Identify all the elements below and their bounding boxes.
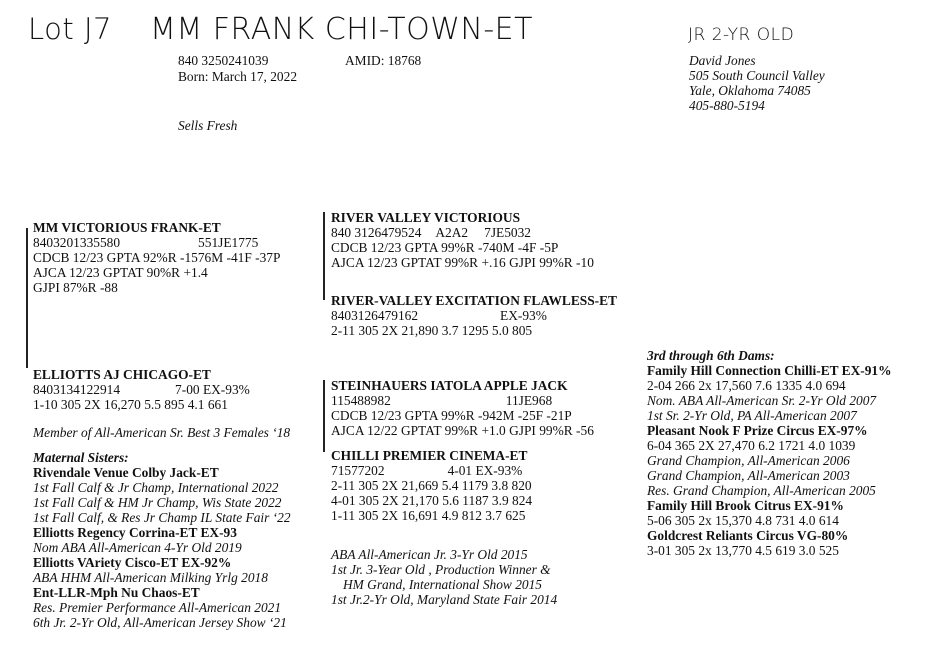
dam-4-note: Res. Grand Champion, All-American 2005: [647, 483, 876, 498]
sire-dam-record: 2-11 305 2X 21,890 3.7 1295 5.0 805: [331, 323, 533, 338]
sire-sire-a2: A2A2: [435, 225, 469, 240]
dam-4-name: Pleasant Nook F Prize Circus EX-97%: [647, 423, 868, 438]
consignor-block: [689, 53, 825, 113]
lot-number: Lot J7: [28, 12, 112, 46]
class-label: JR 2-YR OLD: [688, 25, 795, 45]
sister-name: Ent-LLR-Mph Nu Chaos-ET: [33, 585, 200, 600]
dam-block: [33, 367, 250, 412]
sire-block: [33, 220, 280, 295]
sister-name: Rivendale Venue Colby Jack-ET: [33, 465, 219, 480]
dam-4-note: Grand Champion, All-American 2006: [647, 453, 850, 468]
sire-sire-reg: 840 3126479524: [331, 225, 422, 240]
dam-3-note: Nom. ABA All-American Sr. 2-Yr Old 2007: [647, 393, 877, 408]
registration-number: 840 3250241039: [178, 53, 269, 68]
dam-dam-record: 2-11 305 2X 21,669 5.4 1179 3.8 820: [331, 478, 532, 493]
amid: AMID: 18768: [345, 53, 422, 68]
award-line: HM Grand, International Show 2015: [343, 577, 542, 592]
dam-sire-line-2: AJCA 12/22 GPTAT 99%R +1.0 GJPI 99%R -56: [331, 423, 594, 438]
consignor-phone: 405-880-5194: [689, 98, 765, 113]
sire-dam-name: RIVER-VALLEY EXCITATION FLAWLESS-ET: [331, 293, 617, 308]
sire-code: 551JE1775: [198, 235, 259, 250]
dam-sire-block: [331, 378, 594, 438]
dam-3-name: Family Hill Connection Chilli-ET EX-91%: [647, 363, 892, 378]
further-dams: [647, 348, 892, 558]
sister-note: ABA HHM All-American Milking Yrlg 2018: [33, 570, 268, 585]
animal-name: MM FRANK CHI-TOWN-ET: [150, 12, 533, 47]
sire-dam-reg: 8403126479162: [331, 308, 419, 323]
sire-line-1: CDCB 12/23 GPTA 92%R -1576M -41F -37P: [33, 250, 281, 265]
birth-date: Born: March 17, 2022: [178, 69, 298, 84]
dam-score: 7-00 EX-93%: [175, 382, 250, 397]
sire-line-2: AJCA 12/23 GPTAT 90%R +1.4: [33, 265, 208, 280]
dam-dam-reg: 71577202: [331, 463, 385, 478]
award-line: 1st Jr. 3-Year Old , Production Winner &: [331, 562, 551, 577]
sells-status: Sells Fresh: [178, 118, 238, 133]
sire-line-3: GJPI 87%R -88: [33, 280, 118, 295]
dam-3-note: 1st Sr. 2-Yr Old, PA All-American 2007: [647, 408, 857, 423]
sister-name: Elliotts VAriety Cisco-ET EX-92%: [33, 555, 232, 570]
dam-dam-record: 4-01 305 2X 21,170 5.6 1187 3.9 824: [331, 493, 533, 508]
dam-note: Member of All-American Sr. Best 3 Females ‘18: [33, 425, 291, 440]
sire-name: MM VICTORIOUS FRANK-ET: [33, 220, 221, 235]
dam-sire-reg: 115488982: [331, 393, 391, 408]
sire-dam-score: EX-93%: [500, 308, 547, 323]
sister-note: 1st Fall Calf & HM Jr Champ, Wis State 2022: [33, 495, 282, 510]
sister-name: Elliotts Regency Corrina-ET EX-93: [33, 525, 237, 540]
consignor-address-1: 505 South Council Valley: [689, 68, 825, 83]
sire-sire-code: 7JE5032: [484, 225, 531, 240]
sire-sire-line-1: CDCB 12/23 GPTA 99%R -740M -4F -5P: [331, 240, 559, 255]
pedigree-line-sire: [323, 212, 325, 300]
sister-note: Res. Premier Performance All-American 2021: [33, 600, 282, 615]
dam-dam-record: 1-11 305 2X 16,691 4.9 812 3.7 625: [331, 508, 526, 523]
sister-note: Nom ABA All-American 4-Yr Old 2019: [33, 540, 242, 555]
sire-sire-block: [331, 210, 594, 270]
award-line: 1st Jr.2-Yr Old, Maryland State Fair 2014: [331, 592, 558, 607]
dam-dam-score: 4-01 EX-93%: [447, 463, 523, 478]
sister-note: 1st Fall Calf, & Res Jr Champ IL State Fair ‘22: [33, 510, 291, 525]
further-dams-title: 3rd through 6th Dams:: [647, 348, 775, 363]
dam-dam-block: [331, 448, 532, 523]
dam-5-record: 5-06 305 2x 15,370 4.8 731 4.0 614: [647, 513, 839, 528]
dam-reg: 8403134122914: [33, 382, 121, 397]
dam-3-record: 2-04 266 2x 17,560 7.6 1335 4.0 694: [647, 378, 846, 393]
dam-sire-line-1: CDCB 12/23 GPTA 99%R -942M -25F -21P: [331, 408, 572, 423]
sire-dam-block: [331, 293, 617, 338]
dam-5-name: Family Hill Brook Citrus EX-91%: [647, 498, 844, 513]
maternal-sisters-title: Maternal Sisters:: [33, 450, 129, 465]
sister-note: 6th Jr. 2-Yr Old, All-American Jersey Show ‘21: [33, 615, 287, 630]
dam-name: ELLIOTTS AJ CHICAGO-ET: [33, 367, 211, 382]
dam-4-record: 6-04 365 2X 27,470 6.2 1721 4.0 1039: [647, 438, 856, 453]
dam-record: 1-10 305 2X 16,270 5.5 895 4.1 661: [33, 397, 228, 412]
dam-6-name: Goldcrest Reliants Circus VG-80%: [647, 528, 849, 543]
dam-sire-code: 11JE968: [505, 393, 553, 408]
dam-4-note: Grand Champion, All-American 2003: [647, 468, 850, 483]
dam-dam-awards: [331, 547, 557, 607]
sire-sire-name: RIVER VALLEY VICTORIOUS: [331, 210, 521, 225]
dam-6-record: 3-01 305 2x 13,770 4.5 619 3.0 525: [647, 543, 839, 558]
sister-note: 1st Fall Calf & Jr Champ, International 2022: [33, 480, 279, 495]
dam-dam-name: CHILLI PREMIER CINEMA-ET: [331, 448, 528, 463]
consignor-name: David Jones: [689, 53, 756, 68]
dam-sire-name: STEINHAUERS IATOLA APPLE JACK: [331, 378, 568, 393]
pedigree-line-left: [26, 228, 28, 368]
award-line: ABA All-American Jr. 3-Yr Old 2015: [331, 547, 528, 562]
pedigree-line-dam: [323, 380, 325, 452]
sire-reg: 8403201335580: [33, 235, 121, 250]
sire-sire-line-2: AJCA 12/23 GPTAT 99%R +.16 GJPI 99%R -10: [331, 255, 594, 270]
consignor-address-2: Yale, Oklahoma 74085: [689, 83, 811, 98]
maternal-sisters: [33, 450, 291, 630]
